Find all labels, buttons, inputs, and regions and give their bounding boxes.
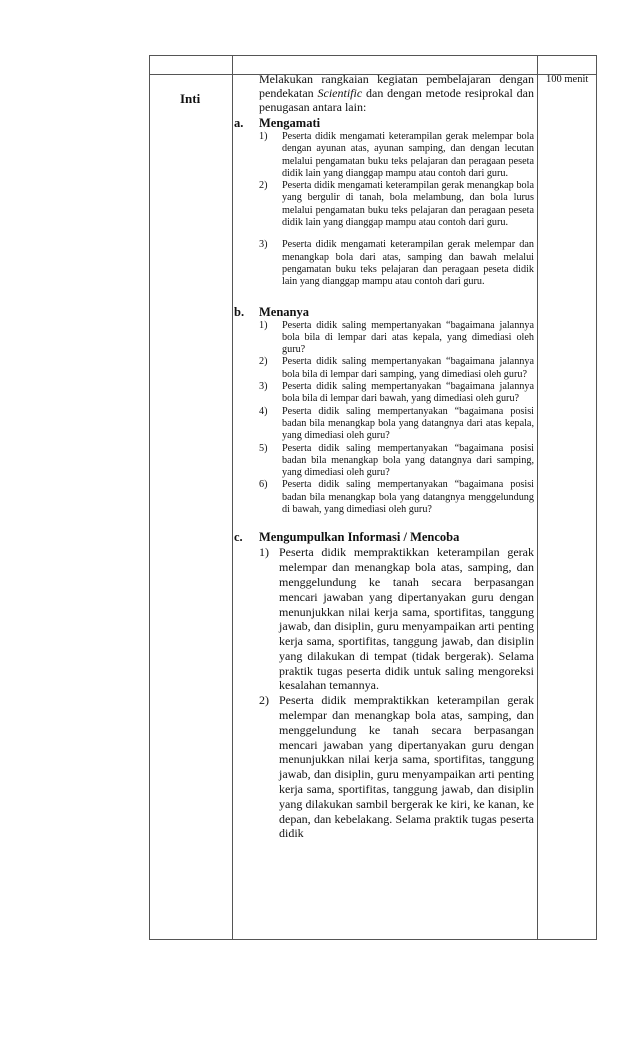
item-number: 1) (259, 131, 268, 142)
list-item (234, 356, 534, 381)
item-number: 4) (259, 405, 268, 417)
list-item (234, 381, 534, 406)
list-item (234, 406, 534, 443)
item-text: Peserta didik saling mempertanyakan “bagaimana posisi badan bila menangkap bola yang datangnya menggelundung di bawah, yang dimediasi oleh guru? (282, 479, 534, 516)
item-number: 6) (259, 479, 268, 491)
item-text: Peserta didik mengamati keterampilan gerak melempar bola dengan ayunan atas, ayunan samping, dan dengan lecutan melalui pengamatan buku teks pelajaran dan peragaan peseta didik lain yang dianggap mampu atau contoh dari guru. (282, 131, 534, 179)
column-divider-2 (537, 56, 538, 939)
duration-label: 100 menit (546, 74, 589, 85)
item-number: 3) (259, 239, 268, 251)
item-number: 5) (259, 442, 268, 454)
list-item (234, 693, 534, 841)
item-text: Peserta didik saling mempertanyakan “bagaimana jalannya bola bila di lempar dari samping, yang dimediasi oleh guru? (282, 356, 534, 380)
list-item (234, 180, 534, 229)
section-title: Menanya (259, 304, 309, 319)
list-item (234, 320, 534, 357)
item-text: Peserta didik saling mempertanyakan “bagaimana jalannya bola bila di lempar dari bawah, yang dimediasi oleh guru? (282, 381, 534, 405)
item-text: Peserta didik mempraktikkan keterampilan gerak melempar dan menangkap bola atas, samping, dan menggelundung ke tanah secara berpasangan mencari jawaban yang dipertanyakan guru dengan menunjukkan nilai kerja sama, sportifitas, tanggung jawab, dan disiplin, guru menyampaikan arti penting kerja sama, sportifitas, tanggung jawab, dan disiplin yang dilakukan di tempat (tidak bergerak). Selama praktik tugas peserta didik untuk saling mengoreksi kesalahan temannya. (279, 545, 534, 693)
item-text: Peserta didik mengamati keterampilan gerak menangkap bola yang bergulir di tanah, bola melambung, dan bola lurus melalui pengamatan buku teks pelajaran dan peragaan peseta didik lain yang dianggap mampu atau contoh dari guru. (282, 180, 534, 229)
section-heading-mengumpulkan-informasi (234, 530, 534, 545)
phase-label: Inti (180, 91, 201, 106)
spacer (234, 229, 534, 239)
item-text: Peserta didik saling mempertanyakan “bagaimana posisi badan bila menangkap bola yang datangnya dari atas kepala, yang dimediasi oleh guru? (282, 405, 534, 442)
list-item (234, 239, 534, 288)
section-title: Mengamati (259, 116, 321, 130)
section-letter: b. (234, 304, 245, 319)
item-number: 2) (259, 693, 269, 708)
section-heading-mengamati (234, 116, 534, 131)
section-letter: c. (234, 530, 243, 545)
item-number: 1) (259, 545, 269, 560)
item-text: Peserta didik mempraktikkan keterampilan gerak melempar dan menangkap bola atas, samping, dan menggelundung ke tanah secara berpasangan mencari jawaban yang dipertanyakan guru dengan menunjukkan nilai kerja sama, sportifitas, tanggung jawab, dan disiplin, guru menyampaikan arti penting kerja sama, sportifitas, tanggung jawab, dan disiplin yang dilakukan sambil bergerak ke kiri, ke kanan, ke depan, dan kebelakang. Selama praktik tugas peserta didik (279, 693, 534, 841)
item-text: Peserta didik mengamati keterampilan gerak melempar dan menangkap bola dari atas, samping dan bawah melalui pengamatan buku teks pelajaran dan peragaan peseta didik lain yang dianggap mampu atau contoh dari guru. (282, 239, 534, 288)
list-mengamati (234, 131, 534, 289)
section-letter: a. (234, 116, 244, 130)
item-text: Peserta didik saling mempertanyakan “bagaimana posisi badan bila menangkap bola yang datangnya dari samping, yang dimediasi oleh guru? (282, 442, 534, 479)
spacer (234, 289, 534, 303)
intro-italic-term: Scientific (317, 86, 363, 100)
intro-paragraph (234, 72, 534, 114)
activity-content (234, 72, 534, 841)
list-item (234, 443, 534, 480)
column-divider-1 (232, 56, 233, 939)
list-item (234, 479, 534, 516)
spacer (234, 516, 534, 528)
list-mengumpulkan-informasi (234, 545, 534, 841)
section-heading-menanya (234, 305, 534, 320)
intro-text: Melakukan rangkaian kegiatan pembelajaran dengan pendekatan (259, 72, 534, 100)
item-number: 1) (259, 319, 268, 331)
item-number: 3) (259, 381, 268, 393)
section-title: Mengumpulkan Informasi / Mencoba (259, 530, 460, 545)
list-item (234, 131, 534, 180)
item-number: 2) (259, 356, 268, 368)
item-number: 2) (259, 180, 268, 192)
list-menanya (234, 320, 534, 517)
item-text: Peserta didik saling mempertanyakan “bagaimana jalannya bola bila di lempar dari atas kepala, yang dimediasi oleh guru? (282, 319, 534, 356)
intro-text-rest: dan dengan metode resiprokal dan penugasan antara lain: (259, 86, 535, 114)
list-item (234, 545, 534, 693)
